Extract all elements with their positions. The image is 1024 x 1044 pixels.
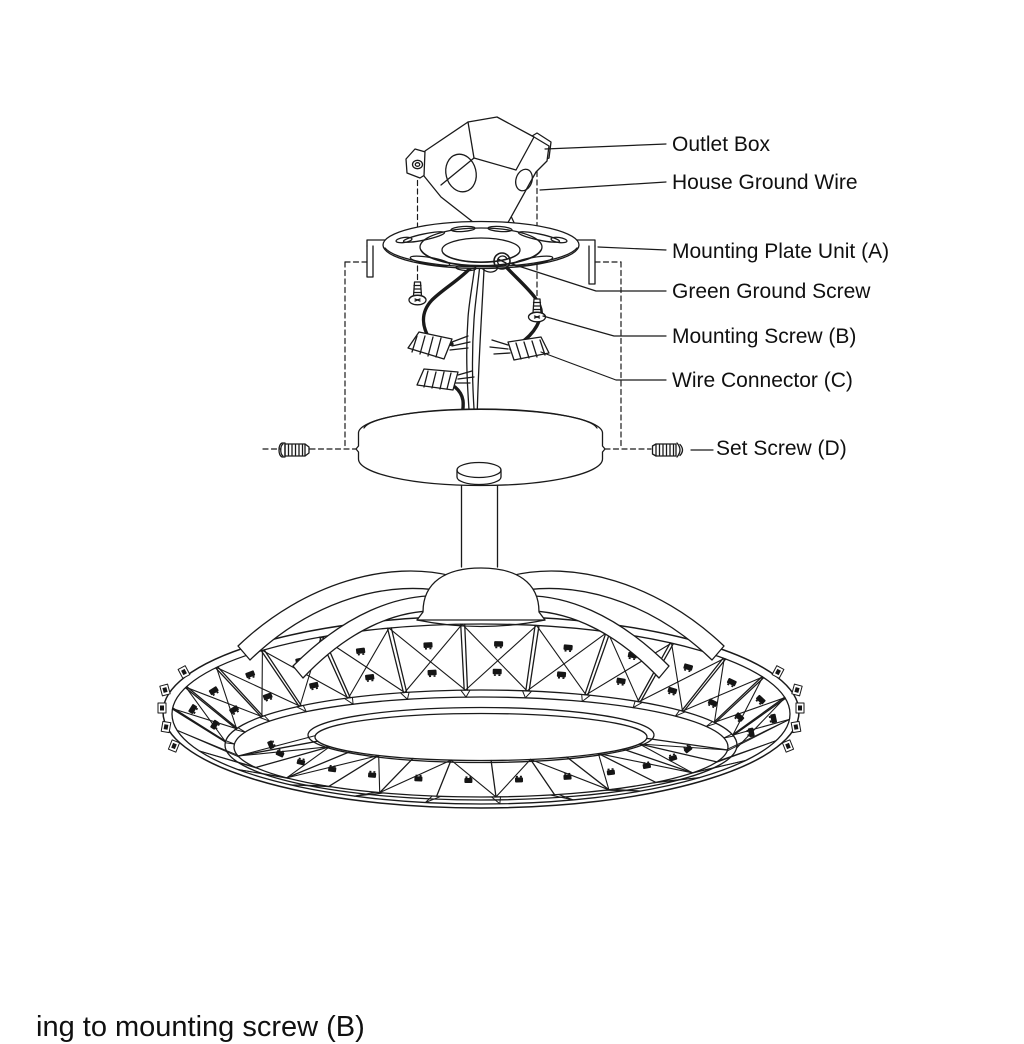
bottom-cropped-caption: ing to mounting screw (B) <box>36 1011 365 1043</box>
outlet-box-drawing <box>406 117 551 237</box>
set-screw-left-icon <box>279 443 309 457</box>
label-wire-connector: Wire Connector (C) <box>672 369 853 392</box>
canopy-drawing <box>356 409 605 485</box>
mounting-screw-left-icon <box>409 282 426 305</box>
label-set-screw: Set Screw (D) <box>716 437 847 460</box>
label-mounting-plate-unit: Mounting Plate Unit (A) <box>672 240 890 263</box>
mounting-plate-drawing <box>367 222 595 285</box>
set-screw-right-icon <box>653 443 683 457</box>
label-house-ground-wire: House Ground Wire <box>672 171 858 194</box>
label-green-ground-screw: Green Ground Screw <box>672 280 871 303</box>
mounting-screw-right-icon <box>529 299 546 322</box>
label-outlet-box: Outlet Box <box>672 133 771 156</box>
label-mounting-screw: Mounting Screw (B) <box>672 325 857 348</box>
stem-drawing <box>462 477 498 567</box>
